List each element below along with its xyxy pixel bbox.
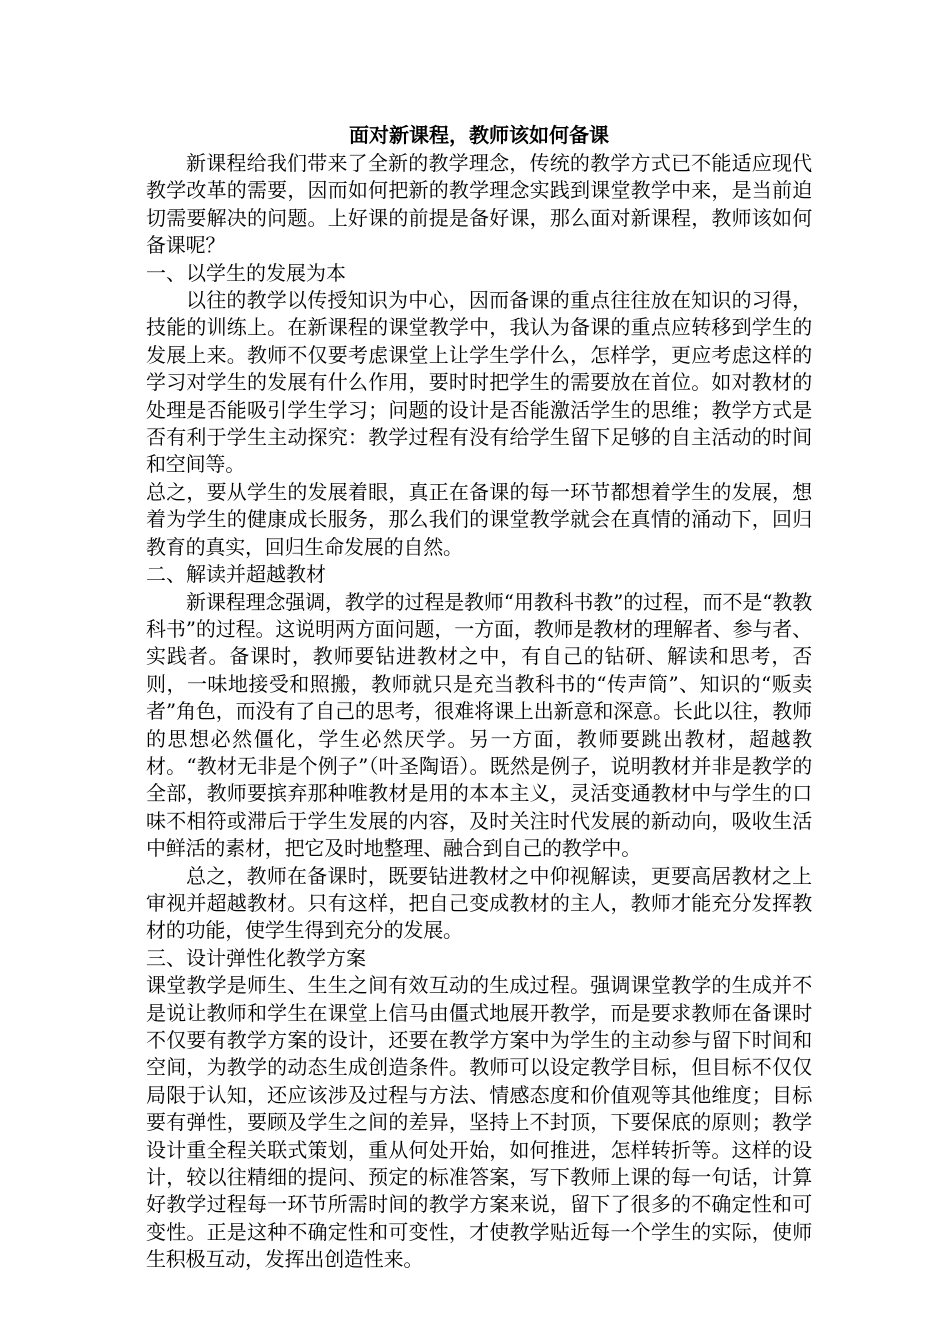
section-1-paragraph-1: 以往的教学以传授知识为中心，因而备课的重点往往放在知识的习得，技能的训练上。在新课程的课堂教学中，我认为备课的重点应转移到学生的发展上来。教师不仅要考虑课堂上让学生学什么，怎样学，更应考虑这样的学习对学生的发展有什么作用，要时时把学生的需要放在首位。如对教材的处理是否能吸引学生学习；问题的设计是否能激活学生的思维；教学方式是否有利于学生主动探究：教学过程有没有给学生留下足够的自主活动的时间和空间等。 [146, 288, 812, 477]
section-1-paragraph-2: 总之，要从学生的发展着眼，真正在备课的每一环节都想着学生的发展，想着为学生的健康成长服务，那么我们的课堂教学就会在真情的涌动下，回归教育的真实，回归生命发展的自然。 [146, 479, 812, 559]
document-page [146, 120, 812, 1274]
section-2-paragraph-1: 新课程理念强调，教学的过程是教师“用教科书教”的过程，而不是“教教科书”的过程。这说明两方面问题，一方面，教师是教材的理解者、参与者、实践者。备课时，教师要钻进教材之中，有自己的钻研、解读和思考，否则，一味地接受和照搬，教师就只是充当教科书的“传声筒”、知识的“贩卖者”角色，而没有了自己的思考，很难将课上出新意和深意。长此以往，教师的思想必然僵化，学生必然厌学。另一方面，教师要跳出教材，超越教材。“教材无非是个例子”（叶圣陶语）。既然是例子，说明教材并非是教学的全部，教师要摈弃那种唯教材是用的本本主义，灵活变通教材中与学生的口味不相符或滞后于学生发展的内容，及时关注时代发展的新动向，吸收生活中鲜活的素材，把它及时地整理、融合到自己的教学中。 [146, 589, 812, 861]
section-heading-1: 一、以学生的发展为本 [146, 260, 346, 285]
section-heading-2: 二、解读并超越教材 [146, 562, 326, 587]
document-title: 面对新课程，教师该如何备课 [349, 123, 609, 147]
section-2-paragraph-2: 总之，教师在备课时，既要钻进教材之中仰视解读，更要高居教材之上审视并超越教材。只有这样，把自己变成教材的主人，教师才能充分发挥教材的功能，使学生得到充分的发展。 [146, 863, 812, 943]
section-3-paragraph-1: 课堂教学是师生、生生之间有效互动的生成过程。强调课堂教学的生成并不是说让教师和学生在课堂上信马由僵式地展开教学，而是要求教师在备课时不仅要有教学方案的设计，还要在教学方案中为学生的主动参与留下时间和空间，为教学的动态生成创造条件。教师可以设定教学目标，但目标不仅仅局限于认知，还应该涉及过程与方法、情感态度和价值观等其他维度；目标要有弹性，要顾及学生之间的差异，坚持上不封顶，下要保底的原则；教学设计重全程关联式策划，重从何处开始，如何推进，怎样转折等。这样的设计，较以往精细的提问、预定的标准答案，写下教师上课的每一句话，计算好教学过程每一环节所需时间的教学方案来说，留下了很多的不确定性和可变性。正是这种不确定性和可变性，才使教学贴近每一个学生的实际，使师生积极互动，发挥出创造性来。 [146, 973, 812, 1272]
intro-paragraph: 新课程给我们带来了全新的教学理念，传统的教学方式已不能适应现代教学改革的需要，因而如何把新的教学理念实践到课堂教学中来，是当前迫切需要解决的问题。上好课的前提是备好课，那么面对新课程，教师该如何备课呢？ [146, 151, 812, 258]
section-heading-3: 三、设计弹性化教学方案 [146, 945, 366, 970]
